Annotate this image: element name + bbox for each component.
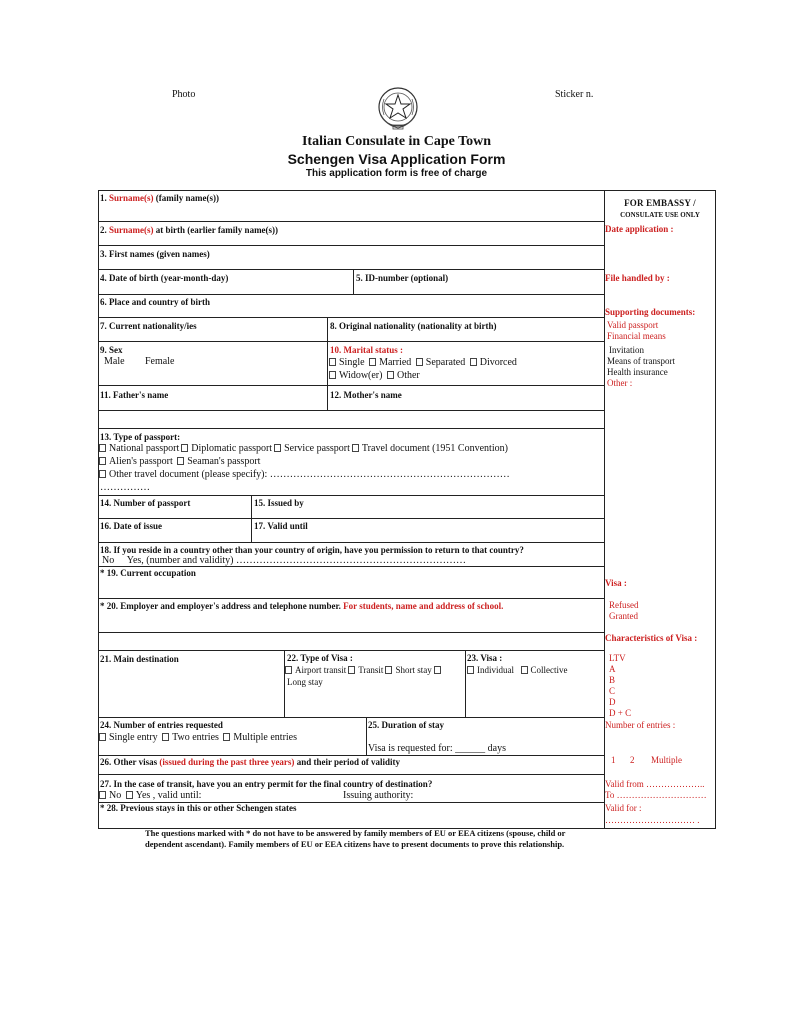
other-checkbox[interactable]	[387, 371, 394, 379]
footer-note-line2: dependent ascendant). Family members of EU or EEA citizens have to present documents to prove this relationship.	[145, 839, 565, 849]
transit-permit-options: No Yes , valid until:	[97, 790, 201, 802]
widow-checkbox[interactable]	[329, 371, 336, 379]
supporting-documents-label: Supporting documents:	[605, 307, 696, 317]
single-entry-checkbox[interactable]	[99, 733, 106, 741]
transit-checkbox[interactable]	[348, 666, 355, 674]
c-option: C	[609, 686, 616, 696]
date-application-label: Date application :	[605, 224, 674, 234]
photo-label: Photo	[172, 89, 196, 100]
individual-checkbox[interactable]	[467, 666, 474, 674]
passport-type-row1: National passport Diplomatic passport Service passport Travel document (1951 Convention)	[97, 443, 508, 455]
other-travel-document-checkbox[interactable]	[99, 470, 106, 478]
visa-characteristics-label: Characteristics of Visa :	[605, 633, 698, 643]
mothers-name-label: 12. Mother's name	[330, 390, 402, 400]
separated-checkbox[interactable]	[416, 358, 423, 366]
valid-from-field: Valid from ………………..	[605, 779, 705, 789]
sex-male-option[interactable]: Male	[104, 356, 125, 367]
single-checkbox[interactable]	[329, 358, 336, 366]
refused-option: Refused	[609, 600, 639, 610]
first-names-label: 3. First names (given names)	[100, 249, 210, 259]
two-entries-checkbox[interactable]	[162, 733, 169, 741]
multiple-entries-checkbox[interactable]	[223, 733, 230, 741]
id-number-label: 5. ID-number (optional)	[356, 273, 449, 283]
short-stay-checkbox[interactable]	[385, 666, 392, 674]
long-stay-checkbox[interactable]	[434, 666, 441, 674]
financial-means-item: Financial means	[607, 331, 666, 341]
travel-document-checkbox[interactable]	[352, 444, 359, 452]
invitation-item: Invitation	[609, 345, 644, 355]
marital-status-options-row2: Widow(er) Other	[327, 370, 420, 382]
duration-of-stay-label: 25. Duration of stay	[368, 720, 444, 730]
previous-stays-label: * 28. Previous stays in this or other Schengen states	[100, 803, 297, 813]
free-of-charge-note: This application form is free of charge	[305, 168, 488, 179]
issuing-authority-label: Issuing authority:	[343, 790, 414, 801]
diplomatic-passport-checkbox[interactable]	[181, 444, 188, 452]
sticker-label: Sticker n.	[555, 89, 594, 100]
entries-requested-label: 24. Number of entries requested	[100, 720, 223, 730]
residence-permission-label: 18. If you reside in a country other than your country of origin, have you permission to return to that country?	[100, 545, 524, 555]
service-passport-checkbox[interactable]	[274, 444, 281, 452]
valid-to-field: To …………………………	[605, 790, 707, 800]
issued-by-label: 15. Issued by	[254, 498, 304, 508]
other-travel-document-dots: ……………	[100, 482, 150, 493]
d-c-option: D + C	[609, 708, 632, 718]
aliens-passport-checkbox[interactable]	[99, 457, 106, 465]
file-handled-label: File handled by :	[605, 273, 670, 283]
visa-type-label: 22. Type of Visa :	[287, 653, 353, 663]
marital-status-label: 10. Marital status :	[330, 345, 403, 355]
current-nationality-label: 7. Current nationality/ies	[100, 321, 197, 331]
collective-checkbox[interactable]	[521, 666, 528, 674]
transit-yes-checkbox[interactable]	[126, 791, 133, 799]
means-of-transport-item: Means of transport	[607, 356, 675, 366]
other-item: Other :	[607, 378, 633, 388]
granted-option: Granted	[609, 611, 638, 621]
valid-for-dots: ………………………… .	[605, 815, 700, 825]
transit-no-checkbox[interactable]	[99, 791, 106, 799]
surname-label: 1. Surname(s) (family name(s))	[100, 193, 219, 203]
fathers-name-label: 11. Father's name	[100, 390, 169, 400]
long-stay-label: Long stay	[287, 677, 323, 687]
other-travel-document-row: Other travel document (please specify): ………………………………………………………………	[97, 469, 510, 481]
consulate-title: Italian Consulate in Cape Town	[301, 134, 492, 149]
visa-requested-days[interactable]: Visa is requested for: ______ days	[368, 743, 506, 754]
passport-type-label: 13. Type of passport:	[100, 432, 181, 442]
visa-type-options: Airport transit Transit Short stay	[283, 665, 444, 676]
italian-emblem-icon	[376, 85, 420, 131]
sex-label: 9. Sex	[100, 345, 123, 355]
a-option: A	[609, 664, 616, 674]
birth-surname-label: 2. Surname(s) at birth (earlier family name(s))	[100, 225, 279, 235]
national-passport-checkbox[interactable]	[99, 444, 106, 452]
entries-2-option: 2	[630, 755, 635, 765]
date-of-issue-label: 16. Date of issue	[100, 521, 162, 531]
valid-passport-item: Valid passport	[607, 320, 659, 330]
passport-number-label: 14. Number of passport	[100, 498, 191, 508]
entries-1-option: 1	[611, 755, 616, 765]
entries-multiple-option: Multiple	[651, 755, 682, 765]
residence-no-option[interactable]: No	[102, 555, 115, 566]
passport-type-row2: Alien's passport Seaman's passport	[97, 456, 260, 468]
ltv-option: LTV	[609, 653, 626, 663]
place-of-birth-label: 6. Place and country of birth	[100, 297, 210, 307]
residence-permission-options	[102, 555, 466, 567]
seamans-passport-checkbox[interactable]	[177, 457, 184, 465]
visa-label: 23. Visa :	[467, 653, 503, 663]
visa-decision-label: Visa :	[605, 578, 627, 588]
airport-transit-checkbox[interactable]	[285, 666, 292, 674]
b-option: B	[609, 675, 616, 685]
married-checkbox[interactable]	[369, 358, 376, 366]
embassy-use-heading: FOR EMBASSY / CONSULATE USE ONLY	[620, 198, 700, 219]
current-occupation-label: * 19. Current occupation	[100, 568, 196, 578]
divorced-checkbox[interactable]	[470, 358, 477, 366]
entries-requested-options: Single entry Two entries Multiple entries	[97, 732, 297, 744]
sex-female-option[interactable]: Female	[145, 356, 175, 367]
visa-options: Individual Collective	[465, 665, 568, 676]
date-of-birth-label: 4. Date of birth (year-month-day)	[100, 273, 229, 283]
residence-yes-option[interactable]: Yes, (number and validity) ……………………………………………………………	[126, 555, 466, 566]
number-of-entries-label: Number of entries :	[605, 720, 676, 730]
footer-note-line1: The questions marked with * do not have to be answered by family members of EU or EEA citizens (spouse, child or	[145, 828, 566, 838]
form-title: Schengen Visa Application Form	[287, 151, 506, 167]
valid-until-label: 17. Valid until	[254, 521, 308, 531]
health-insurance-item: Health insurance	[607, 367, 668, 377]
marital-status-options-row1: Single Married Separated Divorced	[327, 357, 517, 369]
other-visas-label: 26. Other visas (issued during the past three years) and their period of validity	[100, 757, 401, 767]
transit-permit-label: 27. In the case of transit, have you an entry permit for the final country of destination?	[100, 779, 433, 789]
original-nationality-label: 8. Original nationality (nationality at birth)	[330, 321, 497, 331]
valid-for-label: Valid for :	[605, 803, 642, 813]
main-destination-label: 21. Main destination	[100, 654, 179, 664]
d-option: D	[609, 697, 616, 707]
employer-label: * 20. Employer and employer's address and telephone number. For students, name and address of school.	[100, 601, 504, 611]
